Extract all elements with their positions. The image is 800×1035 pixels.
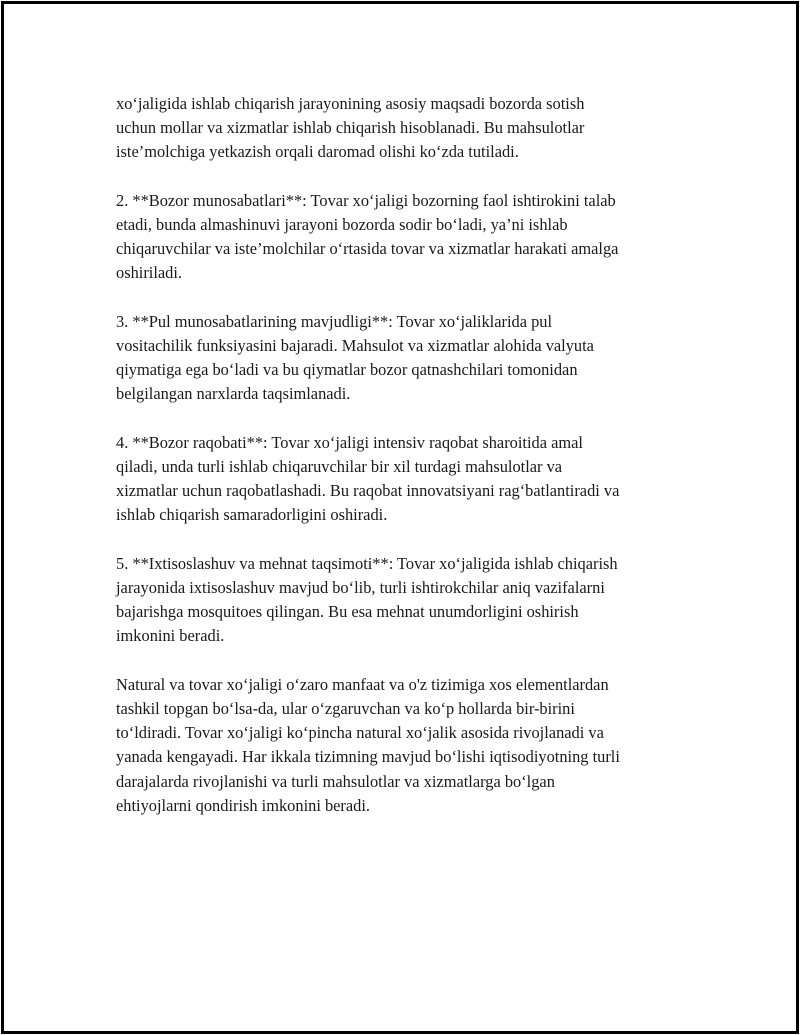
- text-line: darajalarda rivojlanishi va turli mahsulotlar va xizmatlarga bo‘lgan: [116, 771, 555, 791]
- text-line: tashkil topgan bo‘lsa-da, ular o‘zgaruvchan va ko‘p hollarda bir-birini: [116, 699, 575, 718]
- text-line: ehtiyojlarni qondirish imkonini beradi.: [116, 795, 371, 815]
- text-line: etadi, bunda almashinuvi jarayoni bozorda sodir bo‘ladi, ya’ni ishlab: [116, 215, 568, 234]
- paragraph-conclusion: [116, 673, 696, 818]
- text-line: 4. **Bozor raqobati**: Tovar xo‘jaligi intensiv raqobat sharoitida amal: [116, 432, 583, 452]
- text-line: xo‘jaligida ishlab chiqarish jarayonining asosiy maqsadi bozorda sotish: [116, 94, 585, 113]
- text-line: uchun mollar va xizmatlar ishlab chiqarish hisoblanadi. Bu mahsulotlar: [116, 118, 585, 138]
- text-line: chiqaruvchilar va iste’molchilar o‘rtasida tovar va xizmatlar harakati amalga: [116, 239, 619, 259]
- document-body: [116, 92, 696, 842]
- text-line: iste’molchiga yetkazish orqali daromad olishi ko‘zda tutiladi.: [116, 142, 519, 162]
- text-line: 5. **Ixtisoslashuv va mehnat taqsimoti**: Tovar xo‘jaligida ishlab chiqarish: [116, 553, 618, 573]
- text-line: bajarishga mosquitoes qilingan. Bu esa mehnat unumdorligini oshirish: [116, 602, 579, 622]
- text-line: to‘ldiradi. Tovar xo‘jaligi ko‘pincha natural xo‘jalik asosida rivojlanadi va: [116, 723, 604, 743]
- paragraph-item-2-market-relations: [116, 189, 696, 286]
- text-line: ishlab chiqarish samaradorligini oshiradi.: [116, 505, 388, 525]
- text-line: belgilangan narxlarda taqsimlanadi.: [116, 384, 351, 404]
- text-line: Natural va tovar xo‘jaligi o‘zaro manfaat va o'z tizimiga xos elementlardan: [116, 674, 609, 694]
- text-line: jarayonida ixtisoslashuv mavjud bo‘lib, turli ishtirokchilar aniq vazifalarni: [116, 578, 605, 597]
- text-line: oshiriladi.: [116, 263, 183, 283]
- text-line: qiymatiga ega bo‘ladi va bu qiymatlar bozor qatnashchilari tomonidan: [116, 360, 578, 380]
- text-line: imkonini beradi.: [116, 626, 225, 646]
- paragraph-intro-continuation: [116, 92, 696, 165]
- text-line: qiladi, unda turli ishlab chiqaruvchilar bir xil turdagi mahsulotlar va: [116, 457, 563, 476]
- paragraph-item-3-money-relations: [116, 310, 696, 407]
- text-line: 2. **Bozor munosabatlari**: Tovar xo‘jaligi bozorning faol ishtirokini talab: [116, 190, 616, 210]
- text-line: xizmatlar uchun raqobatlashadi. Bu raqobat innovatsiyani rag‘batlantiradi va: [116, 481, 620, 501]
- text-line: 3. **Pul munosabatlarining mavjudligi**: Tovar xo‘jaliklarida pul: [116, 311, 553, 331]
- text-line: vositachilik funksiyasini bajaradi. Mahsulot va xizmatlar alohida valyuta: [116, 336, 594, 355]
- text-line: yanada kengayadi. Har ikkala tizimning mavjud bo‘lishi iqtisodiyotning turli: [116, 747, 620, 767]
- paragraph-item-4-market-competition: [116, 431, 696, 528]
- paragraph-item-5-specialization: [116, 552, 696, 649]
